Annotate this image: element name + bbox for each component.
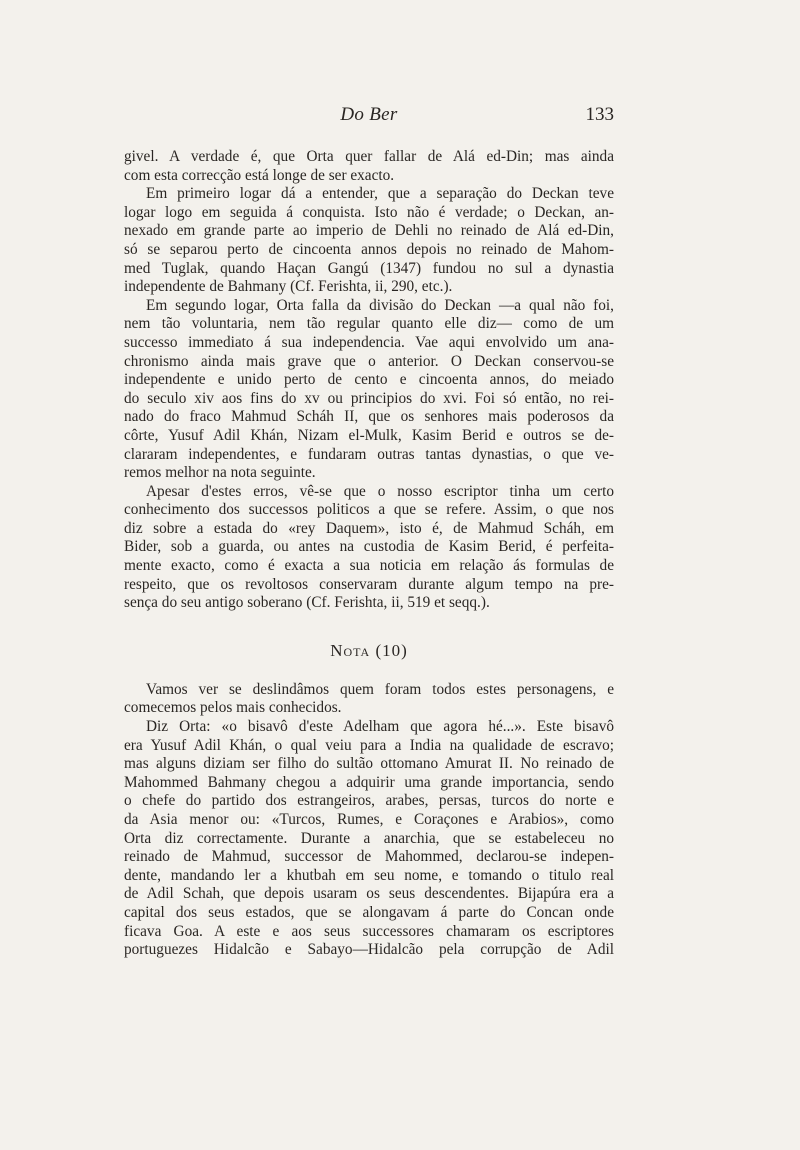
text-line: da Asia menor ou: «Turcos, Rumes, e Coraçones e Arabios», como (124, 811, 614, 828)
text-line: independente e unido perto de cento e cincoenta annos, do meiado (124, 371, 614, 389)
text-line: sença do seu antigo soberano (Cf. Ferishta, ii, 519 et seqq.). (124, 594, 490, 612)
text-line: nexado em grande parte ao imperio de Dehli no reinado de Alá ed-Din, (124, 222, 614, 240)
text-line: respeito, que os revoltosos conservaram durante algum tempo na pre- (124, 575, 614, 593)
text-line: Vamos ver se deslindâmos quem foram todos estes personagens, e (146, 680, 614, 698)
text-line: com esta correcção está longe de ser exacto. (124, 166, 395, 184)
page-body (124, 148, 614, 960)
section-heading-text: Nota (10) (330, 640, 408, 660)
text-line: côrte, Yusuf Adil Khán, Nizam el-Mulk, Kasim Berid e outros se de- (124, 426, 614, 444)
text-line: Diz Orta: «o bisavô d'este Adelham que agora hé...». Este bisavô (146, 718, 614, 736)
text-line: só se separou perto de cincoenta annos depois no reinado de Mahom- (124, 240, 614, 258)
page-number: 133 (585, 104, 614, 125)
text-line: logar logo em seguida á conquista. Isto não é verdade; o Deckan, an- (124, 203, 614, 221)
text-line: capital dos seus estados, que se alongavam á parte do Concan onde (124, 903, 614, 921)
text-line: med Tuglak, quando Haçan Gangú (1347) fundou no sul a dynastia (124, 259, 614, 277)
running-head-title: Do Ber (340, 104, 398, 125)
text-line: portuguezes Hidalcão e Sabayo—Hidalcão pela corrupção de Adil (124, 941, 614, 959)
text-line: Em primeiro logar dá a entender, que a separação do Deckan teve (146, 185, 614, 203)
text-line: Bider, sob a guarda, ou antes na custodia de Kasim Berid, é perfeita- (124, 538, 614, 556)
text-line: independente de Bahmany (Cf. Ferishta, ii, 290, etc.). (124, 278, 453, 296)
text-line: de Adil Schah, que depois usaram os seus descendentes. Bijapúra era a (124, 885, 614, 903)
text-line: mente exacto, como é exacta a sua noticia em relação ás formulas de (124, 557, 614, 575)
text-line: Orta diz correctamente. Durante a anarchia, que se estabeleceu no (124, 829, 614, 847)
text-line: mas alguns diziam ser filho do sultão ottomano Amurat II. No reinado de (124, 755, 614, 773)
text-line: dente, mandando ler a khutbah em seu nome, e tomando o titulo real (124, 866, 614, 884)
text-line: diz sobre a estada do «rey Daquem», isto é, de Mahmud Scháh, em (124, 519, 614, 537)
text-line: conhecimento dos successos politicos a que se refere. Assim, o que nos (124, 501, 614, 519)
text-line: era Yusuf Adil Khán, o qual veiu para a India na qualidade de escravo; (124, 736, 614, 754)
text-line: clararam independentes, e fundaram outras tantas dynastias, o que ve- (124, 445, 614, 463)
text-line: nem tão voluntaria, nem tão regular quanto elle diz— como de um (124, 315, 614, 333)
text-line: Apesar d'estes erros, vê-se que o nosso escriptor tinha um certo (146, 482, 614, 500)
text-line: do seculo xiv aos fins do xv ou principios do xvi. Foi só então, no rei- (124, 389, 614, 407)
paragraph-block-bottom (124, 681, 614, 960)
text-line: givel. A verdade é, que Orta quer fallar de Alá ed-Din; mas ainda (124, 148, 614, 165)
running-head (124, 104, 614, 130)
text-line: chronismo ainda mais grave que o anterior. O Deckan conservou-se (124, 352, 614, 370)
text-line: o chefe do partido dos estrangeiros, arabes, persas, turcos do norte e (124, 792, 614, 810)
section-heading (124, 631, 614, 671)
text-line: comecemos pelos mais conhecidos. (124, 699, 342, 717)
text-line: successo immediato á sua independencia. Vae aqui envolvido um ana- (124, 333, 614, 351)
text-line: Mahommed Bahmany chegou a adquirir uma grande importancia, sendo (124, 773, 614, 791)
text-line: remos melhor na nota seguinte. (124, 464, 316, 482)
text-line: nado do fraco Mahmud Scháh II, que os senhores mais poderosos da (124, 408, 614, 426)
text-line: ficava Goa. A este e aos seus successores chamaram os escriptores (124, 922, 614, 940)
text-line: reinado de Mahmud, successor de Mahommed, declarou-se indepen- (124, 848, 614, 866)
text-line: Em segundo logar, Orta falla da divisão do Deckan —a qual não foi, (146, 296, 614, 314)
paragraph-block-top (124, 148, 614, 613)
